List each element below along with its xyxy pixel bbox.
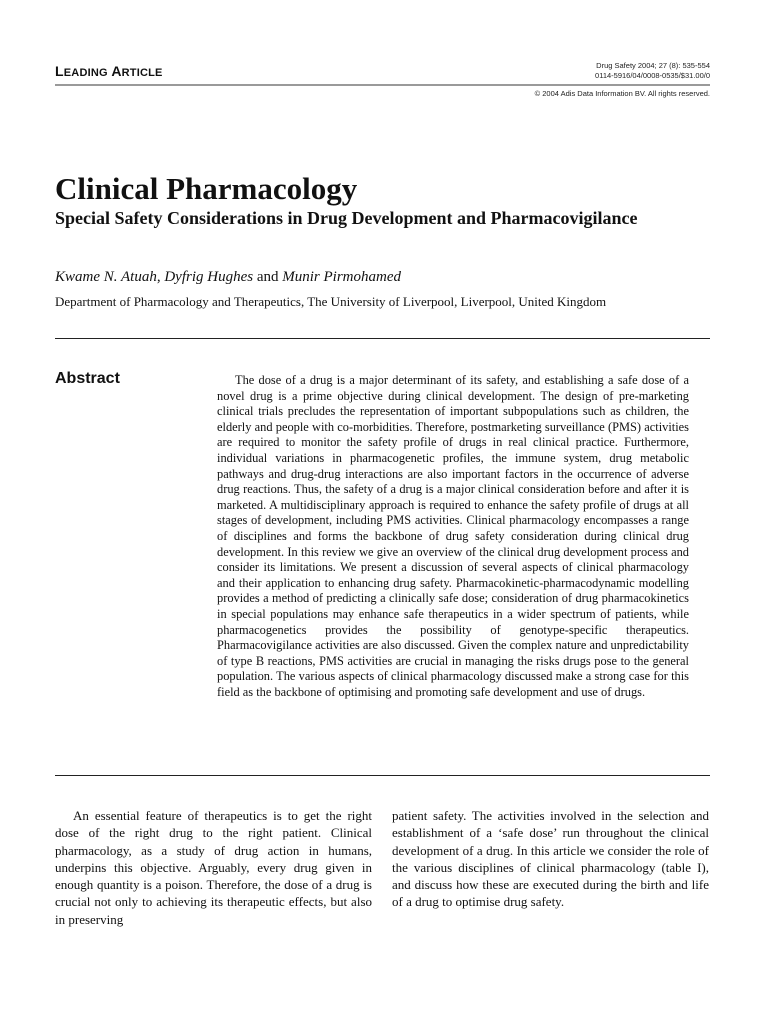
citation-journal: Drug Safety 2004; 27 (8): 535-554 (596, 61, 710, 70)
copyright-notice: © 2004 Adis Data Information BV. All rights reserved. (534, 89, 710, 98)
abstract-bottom-divider (55, 775, 710, 776)
section-label-rest-1: EADING (63, 67, 108, 79)
author-separator: and (253, 269, 283, 285)
author-name: Kwame N. Atuah (55, 269, 157, 285)
header-divider (55, 84, 710, 86)
citation-code: 0114-5916/04/0008-0535/$31.00/0 (595, 71, 710, 80)
section-label (55, 63, 163, 79)
article-title: Clinical Pharmacology (55, 171, 358, 206)
author-name: Dyfrig Hughes (164, 269, 254, 285)
abstract-top-divider (55, 338, 710, 339)
author-separator: , (156, 269, 165, 285)
author-list (55, 268, 401, 286)
section-label-initial-1: L (55, 63, 64, 79)
abstract-heading: Abstract (55, 370, 120, 387)
section-label-rest-2: RTICLE (121, 67, 163, 79)
author-name: Munir Pirmohamed (282, 269, 401, 285)
article-subtitle: Special Safety Considerations in Drug Development and Pharmacovigilance (55, 208, 638, 228)
body-column-right: patient safety. The activities involved in the selection and establishment of a ‘safe dose’ run throughout the clinical development of a drug. In this article we consider the role of the various disciplines of clinical pharmacology (table I), and discuss how these are executed during the birth and life of a drug to optimise drug safety. (392, 808, 709, 910)
abstract-text: The dose of a drug is a major determinant of its safety, and establishing a safe dose of a novel drug is a prime objective during clinical development. The design of pre-marketing clinical trials precludes the representation of important subpopulations such as children, the elderly and people with co-morbidities. Therefore, postmarketing surveillance (PMS) activities are required to monitor the safety profile of drugs in real clinical practice. Furthermore, individual variations in pharmacogenetic profiles, the immune system, drug metabolic pathways and drug-drug interactions are also important factors in the occurrence of adverse drug reactions. Thus, the safety of a drug is a major clinical consideration before and after it is marketed. A multidisciplinary approach is required to enhance the safety profile of drugs at all stages of development, including PMS activities. Clinical pharmacology encompasses a range of disciplines and forms the backbone of drug safety consideration during clinical drug development. In this review we give an overview of the clinical drug development process and consider its limitations. We present a discussion of several aspects of clinical pharmacology and their application to enhancing drug safety. Pharmacokinetic-pharmacodynamic modelling provides a method of predicting a clinically safe dose; consideration of drug pharmacokinetics in special populations may enhance safe therapeutics in a wider spectrum of patients, while pharmacogenetics provides the possibility of genotype-specific therapeutics. Pharmacovigilance activities are also discussed. Given the complex nature and unpredictability of type B reactions, PMS activities are crucial in managing the risks drugs pose to the general population. The various aspects of clinical pharmacology discussed make a strong case for this field as the backbone of optimising and promoting safe development and use of drugs. (217, 373, 689, 699)
body-column-left: An essential feature of therapeutics is to get the right dose of the right drug to the right patient. Clinical pharmacology, as a study of drug action in humans, underpins this objective. Arguably, every drug given in enough quantity is a poison. Therefore, the dose of a drug is crucial not only to achieving its therapeutic effects, but also in preserving (55, 808, 372, 927)
citation (595, 61, 710, 81)
section-label-initial-2: A (111, 63, 122, 79)
author-affiliation: Department of Pharmacology and Therapeutics, The University of Liverpool, Liverpool, United Kingdom (55, 294, 607, 309)
